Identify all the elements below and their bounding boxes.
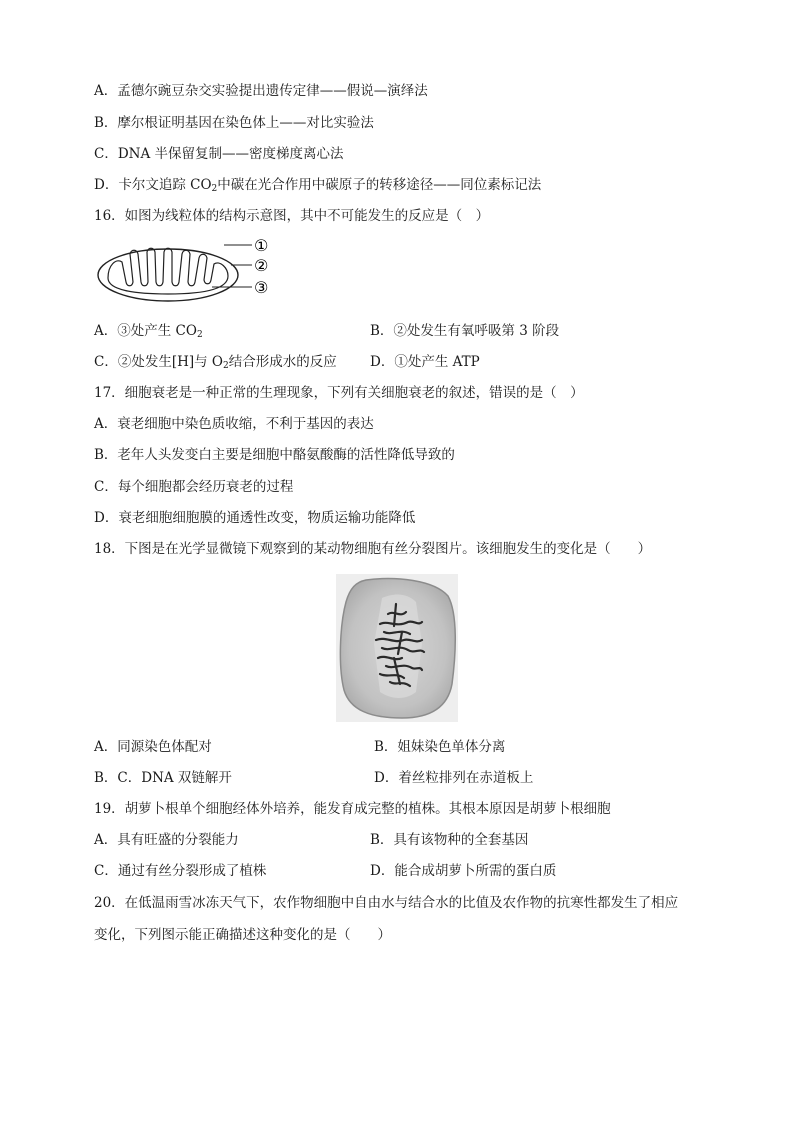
q20-stem-line2: 变化，下列图示能正确描述这种变化的是（ ）	[94, 927, 391, 943]
q18-option-a: A．同源染色体配对	[94, 739, 212, 755]
q18-option-b: B．姐妹染色单体分离	[374, 739, 506, 755]
inner-membrane-cristae	[108, 248, 228, 294]
mitochondrion-diagram	[94, 232, 284, 304]
q20-stem-line1: 20．在低温雨雪冰冻天气下，农作物细胞中自由水与结合水的比值及农作物的抗寒性都发生了相应	[94, 895, 679, 911]
q16-option-b: B．②处发生有氧呼吸第 3 阶段	[370, 323, 560, 339]
q19-option-b: B．具有该物种的全套基因	[370, 832, 529, 848]
q16-option-d: D．①处产生 ATP	[370, 354, 480, 370]
label-1: ①	[254, 236, 269, 255]
label-2: ②	[254, 256, 269, 275]
q18-option-c: B．C．DNA 双链解开	[94, 770, 232, 786]
q16-option-c-post: 结合形成水的反应	[228, 354, 337, 370]
q18-stem: 18．下图是在光学显微镜下观察到的某动物细胞有丝分裂图片。该细胞发生的变化是（ ）	[94, 541, 652, 557]
q19-option-a: A．具有旺盛的分裂能力	[94, 832, 239, 848]
q18-option-d: D．着丝粒排列在赤道板上	[374, 770, 534, 786]
q19-option-d: D．能合成胡萝卜所需的蛋白质	[370, 863, 557, 879]
q19-option-c: C．通过有丝分裂形成了植株	[94, 863, 267, 879]
q15-option-d-post: 中碳在光合作用中碳原子的转移途径——同位素标记法	[217, 177, 542, 193]
q15-option-d-pre: D．卡尔文追踪 CO	[94, 177, 212, 193]
outer-membrane	[98, 249, 238, 301]
q15-option-d-sub: 2	[211, 184, 218, 194]
q16-option-c	[94, 353, 337, 375]
q16-option-a	[94, 322, 203, 344]
q17-option-d: D．衰老细胞细胞膜的通透性改变，物质运输功能降低	[94, 510, 416, 526]
q16-option-c-pre: C．②处发生[H]与 O	[94, 354, 223, 370]
q15-option-c: C．DNA 半保留复制——密度梯度离心法	[94, 146, 344, 162]
q16-option-c-sub: 2	[223, 361, 229, 371]
q19-stem: 19．胡萝卜根单个细胞经体外培养，能发育成完整的植株。其根本原因是胡萝卜根细胞	[94, 801, 611, 817]
q16-option-a-sub: 2	[196, 330, 203, 340]
q17-option-c: C．每个细胞都会经历衰老的过程	[94, 479, 294, 495]
mitosis-cell-micrograph	[336, 574, 458, 722]
q17-option-b: B．老年人头发变白主要是细胞中酪氨酸酶的活性降低导致的	[94, 447, 455, 463]
q15-option-d	[94, 176, 541, 198]
q16-option-a-pre: A．③处产生 CO	[94, 323, 197, 339]
q15-option-b: B．摩尔根证明基因在染色体上——对比实验法	[94, 115, 374, 131]
q17-option-a: A．衰老细胞中染色质收缩，不利于基因的表达	[94, 416, 374, 432]
q15-option-a: A．孟德尔豌豆杂交实验提出遗传定律——假说—演绎法	[94, 83, 428, 99]
label-3: ③	[254, 278, 269, 297]
q16-stem: 16．如图为线粒体的结构示意图，其中不可能发生的反应是（ ）	[94, 208, 490, 224]
q17-stem: 17．细胞衰老是一种正常的生理现象，下列有关细胞衰老的叙述，错误的是（ ）	[94, 385, 584, 401]
